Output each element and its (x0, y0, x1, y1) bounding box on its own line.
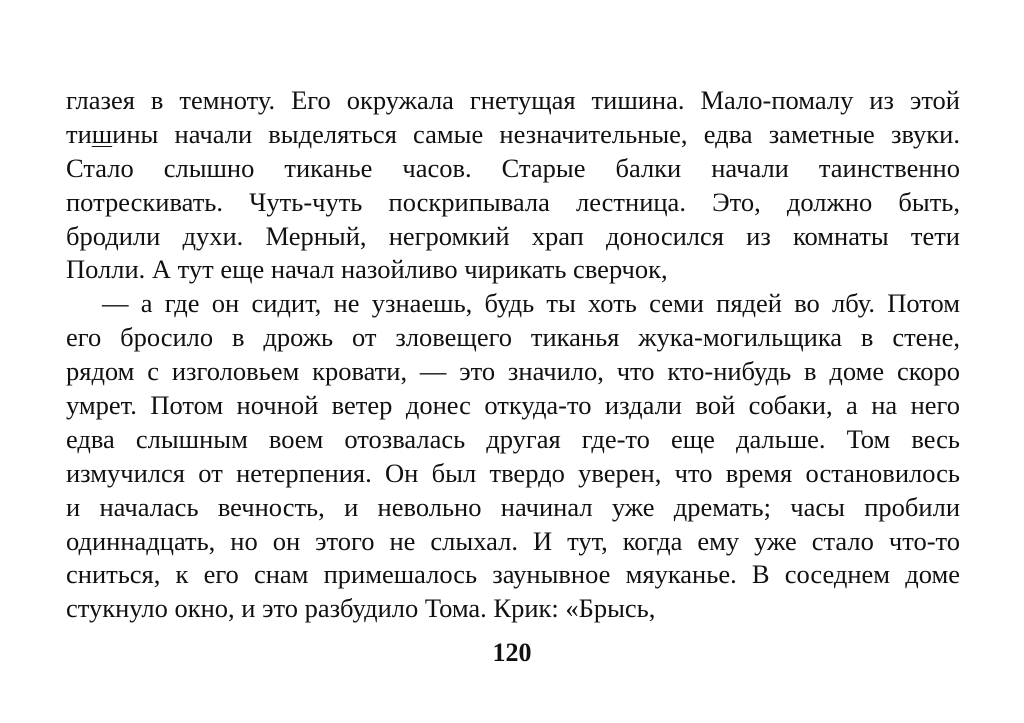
text-line-9: рядом с изголовьем кровати, — это значило, что кто-нибудь в доме скоро (66, 356, 960, 387)
text-line-2 (66, 118, 960, 152)
text-line-6: Полли. А тут еще начал назойливо чирикать сверчок, (66, 254, 668, 285)
text-line-5: бродили духи. Мерный, негромкий храп доносился из комнаты тети (66, 220, 960, 251)
text-line-16: стукнуло окно, и это разбудило Тома. Крик: «Брысь, (66, 593, 656, 624)
text-line-8: его бросило в дрожь от зловещего тиканья жука-могильщика в стене, (66, 322, 960, 353)
text-line-2-prefix: ти (66, 118, 92, 149)
text-line-12: измучился от нетерпения. Он был твердо уверен, что время остановилось (66, 457, 960, 488)
text-line-4: потрескивать. Чуть-чуть поскрипывала лестница. Это, должно быть, (66, 186, 960, 217)
text-line-11: едва слышным воем отозвалась другая где-то еще дальше. Том весь (66, 423, 960, 454)
page-number: 120 (492, 638, 532, 667)
text-line-10: умрет. Потом ночной ветер донес откуда-то издали вой собаки, а на него (66, 390, 960, 421)
text-line-13: и началась вечность, и невольно начинал уже дремать; часы пробили (66, 491, 960, 522)
text-line-3: Стало слышно тиканье часов. Старые балки начали таинственно (66, 152, 960, 183)
text-line-2-end: незначительные, едва заметные звуки. (499, 118, 960, 149)
text-line-2-middle: ины начали выделяться самые (112, 118, 500, 149)
text-line-1: глазея в темноту. Его окружала гнетущая тишина. Мало-помалу из этой (66, 85, 960, 115)
text-line-7: — а где он сидит, не узнаешь, будь ты хоть семи пядей во лбу. Потом (102, 288, 960, 319)
text-line-15: сниться, к его снам примешалось заунывное мяуканье. В соседнем доме (66, 559, 960, 590)
page-text (66, 84, 960, 626)
underlined-letter: ш (91, 118, 113, 149)
text-line-14: одиннадцать, но он этого не слыхал. И тут, когда ему уже стало что-то (66, 525, 960, 556)
